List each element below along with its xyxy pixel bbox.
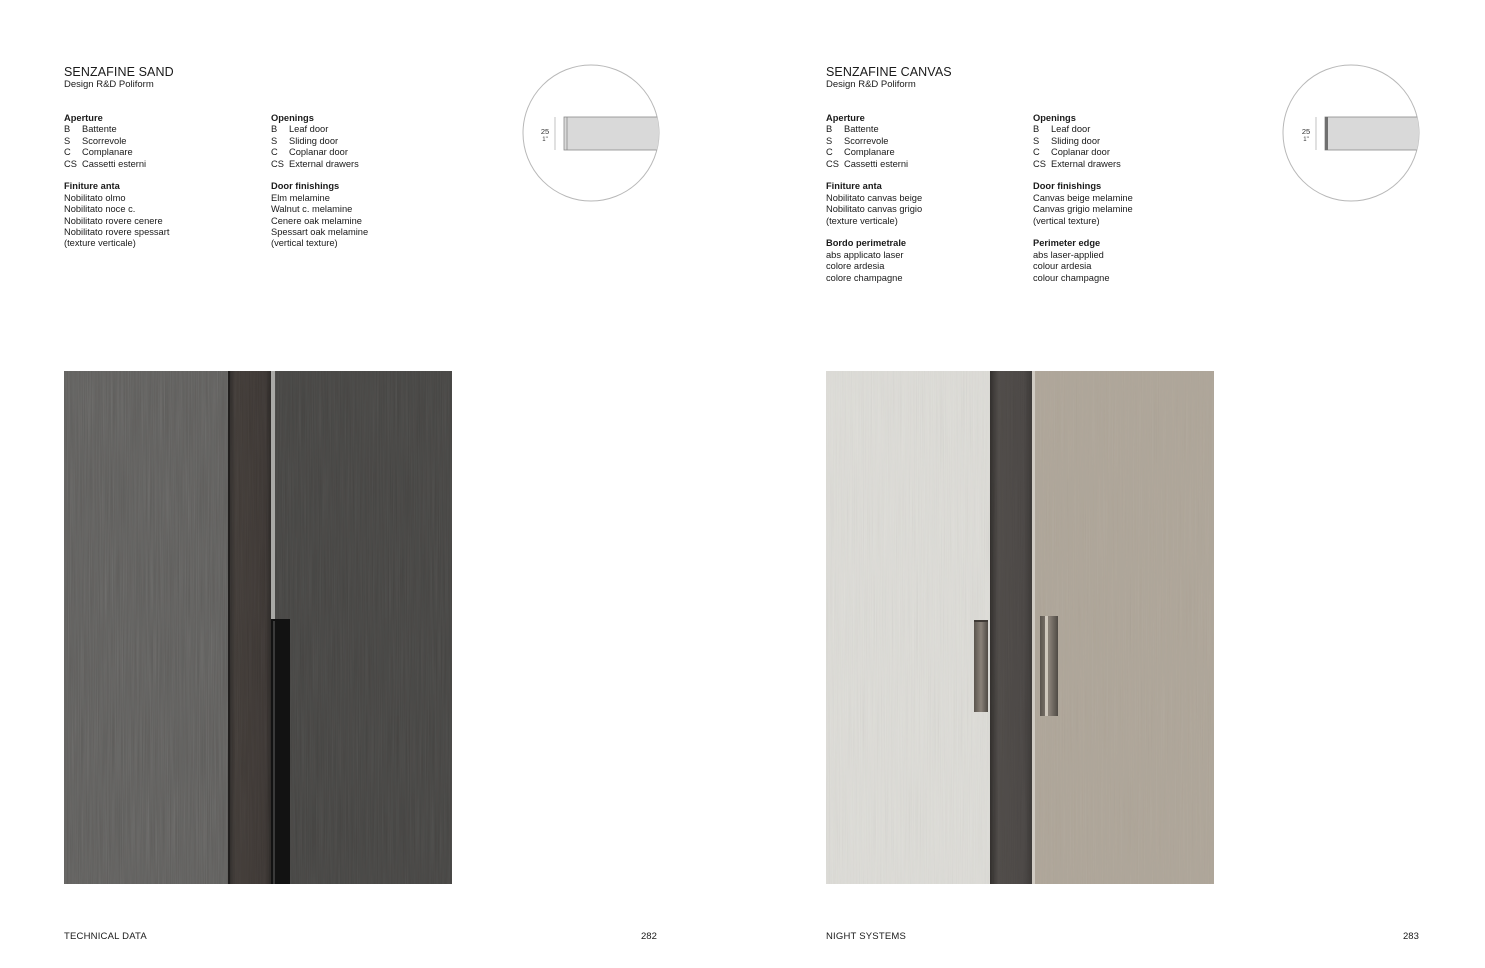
list-item: Canvas grigio melamine (1033, 204, 1133, 215)
list-item: S Scorrevole (64, 135, 127, 146)
product-title: SENZAFINE CANVAS (826, 65, 952, 79)
list-item: C Coplanar door (1033, 147, 1110, 158)
list-item: colore champagne (826, 272, 903, 283)
list-item: (texture verticale) (826, 215, 898, 226)
list-item: B Battente (64, 124, 117, 135)
finishes-group-it (64, 181, 259, 249)
italian-spec-column (826, 113, 1021, 295)
openings-group-it (64, 113, 259, 170)
left-page (0, 0, 742, 968)
list-item: CS Cassetti esterni (64, 158, 147, 169)
canvas-finish-photo (826, 371, 1214, 884)
edge-heading-it: Bordo perimetrale (826, 238, 907, 249)
list-item: (texture verticale) (64, 238, 136, 249)
page-number: 283 (1403, 931, 1419, 942)
list-item: (vertical texture) (271, 238, 338, 249)
finishes-heading-en: Door finishings (1033, 181, 1102, 192)
finishes-group-en (1033, 181, 1228, 227)
openings-group-en (1033, 113, 1228, 170)
finishes-heading-en: Door finishings (271, 181, 340, 192)
list-item: Nobilitato rovere spessart (64, 227, 170, 238)
product-title: SENZAFINE SAND (64, 65, 174, 79)
openings-group-it (826, 113, 1021, 170)
list-item: CS External drawers (271, 158, 359, 169)
list-item: Elm melamine (271, 192, 330, 203)
list-item: S Sliding door (271, 135, 339, 146)
section-label: TECHNICAL DATA (64, 931, 147, 942)
section-label: NIGHT SYSTEMS (826, 931, 907, 942)
list-item: Cenere oak melamine (271, 215, 362, 226)
edge-group-en (1033, 238, 1228, 284)
list-item: colour ardesia (1033, 261, 1092, 272)
list-item: Walnut c. melamine (271, 204, 353, 215)
dimension-in: 1" (542, 137, 548, 143)
list-item: B Leaf door (271, 124, 329, 135)
door-handle-left (974, 620, 988, 712)
door-handle-right (1040, 616, 1058, 716)
dimension-in: 1" (1303, 137, 1309, 143)
english-spec-column (1033, 113, 1228, 295)
right-page (742, 0, 1485, 968)
list-item: Nobilitato olmo (64, 192, 126, 203)
finishes-group-en (271, 181, 466, 249)
edge-heading-en: Perimeter edge (1033, 238, 1101, 249)
door-section-diagram (1281, 62, 1421, 209)
product-designer: Design R&D Poliform (826, 79, 916, 90)
list-item: abs applicato laser (826, 249, 904, 260)
list-item: Canvas beige melamine (1033, 192, 1133, 203)
list-item: abs laser-applied (1033, 249, 1104, 260)
list-item: Spessart oak melamine (271, 227, 369, 238)
finishes-heading-it: Finiture anta (64, 181, 120, 192)
list-item: Nobilitato rovere cenere (64, 215, 163, 226)
edge-group-it (826, 238, 1021, 284)
dimension-mm: 25 (540, 127, 550, 136)
page-number: 282 (641, 931, 657, 942)
list-item: B Leaf door (1033, 124, 1091, 135)
list-item: CS External drawers (1033, 158, 1121, 169)
list-item: Nobilitato noce c. (64, 204, 136, 215)
openings-heading-en: Openings (271, 113, 314, 123)
list-item: C Coplanar door (271, 147, 348, 158)
list-item: Nobilitato canvas grigio (826, 204, 923, 215)
openings-group-en (271, 113, 466, 170)
list-item: colore ardesia (826, 261, 885, 272)
list-item: colour champagne (1033, 272, 1110, 283)
openings-heading-en: Openings (1033, 113, 1076, 123)
list-item: B Battente (826, 124, 879, 135)
italian-spec-column (64, 113, 259, 261)
list-item: CS Cassetti esterni (826, 158, 909, 169)
door-section-diagram (521, 62, 661, 209)
dimension-mm: 25 (1301, 127, 1311, 136)
openings-heading-it: Aperture (826, 113, 865, 123)
list-item: Nobilitato canvas beige (826, 192, 923, 203)
sand-finish-photo (64, 371, 452, 884)
openings-heading-it: Aperture (64, 113, 103, 123)
list-item: S Sliding door (1033, 135, 1101, 146)
finishes-group-it (826, 181, 1021, 227)
finishes-heading-it: Finiture anta (826, 181, 882, 192)
list-item: C Complanare (64, 147, 133, 158)
list-item: (vertical texture) (1033, 215, 1100, 226)
list-item: C Complanare (826, 147, 895, 158)
english-spec-column (271, 113, 466, 261)
list-item: S Scorrevole (826, 135, 889, 146)
product-designer: Design R&D Poliform (64, 79, 154, 90)
